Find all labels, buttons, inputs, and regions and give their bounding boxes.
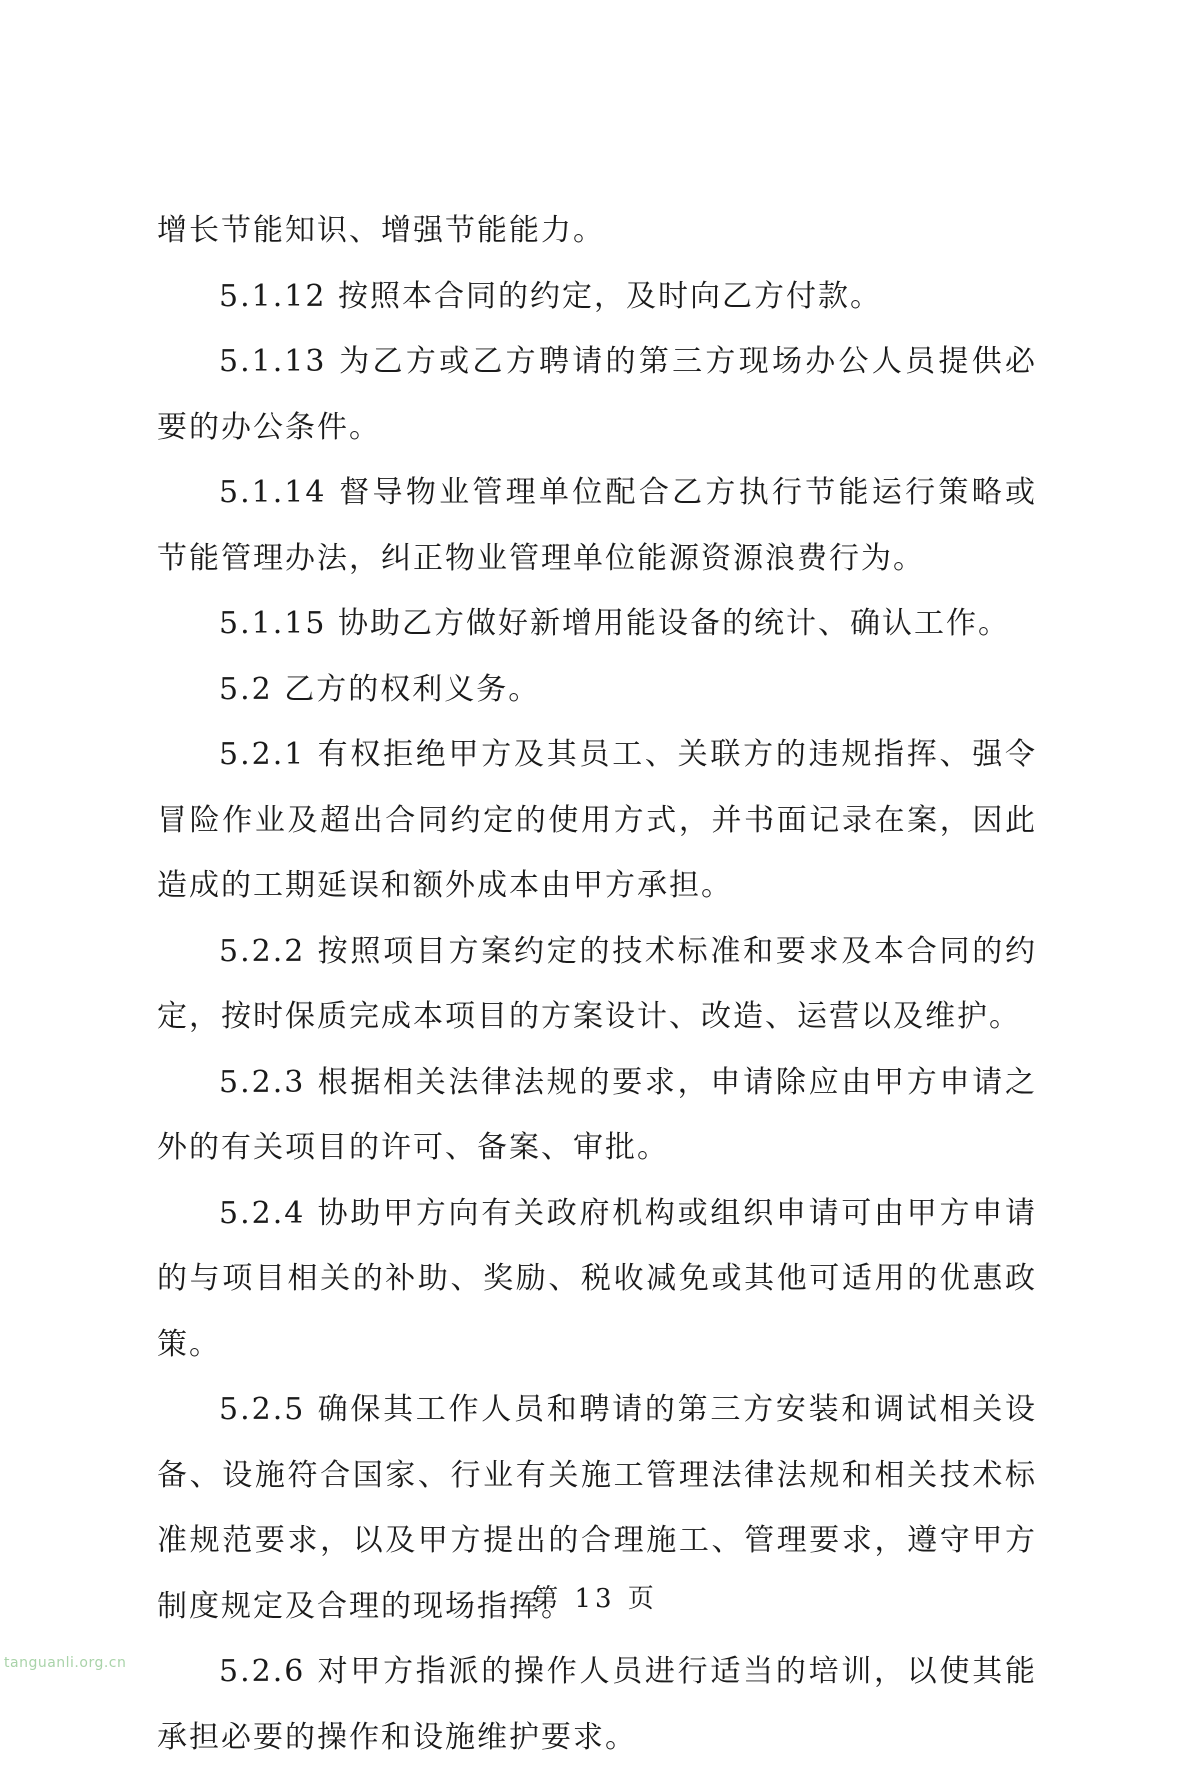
paragraph-5: 5.1.15 协助乙方做好新增用能设备的统计、确认工作。	[219, 606, 1010, 641]
paragraph-2: 5.1.12 按照本合同的约定，及时向乙方付款。	[219, 278, 882, 314]
paragraph-9: 5.2.3 根据相关法律法规的要求，申请除应由甲方申请之外的有关项目的许可、备案、审批。	[157, 1064, 1037, 1165]
paragraph-12: 5.2.6 对甲方指派的操作人员进行适当的培训，以使其能承担必要的操作和设施维护要求。	[157, 1654, 1037, 1755]
page-number: 第 13 页	[532, 1584, 658, 1614]
paragraph-1: 增长节能知识、增强节能能力。	[157, 213, 605, 248]
paragraph-6: 5.2 乙方的权利义务。	[219, 671, 541, 707]
site-watermark: tanguanli.org.cn	[4, 1655, 127, 1671]
body-text	[157, 198, 1037, 1770]
paragraph-4: 5.1.14 督导物业管理单位配合乙方执行节能运行策略或节能管理办法，纠正物业管理单位能源资源浪费行为。	[157, 475, 1037, 576]
paragraph-3: 5.1.13 为乙方或乙方聘请的第三方现场办公人员提供必要的办公条件。	[157, 344, 1037, 445]
paragraph-10: 5.2.4 协助甲方向有关政府机构或组织申请可由甲方申请的与项目相关的补助、奖励、税收减免或其他可适用的优惠政策。	[157, 1195, 1037, 1362]
paragraph-11: 5.2.5 确保其工作人员和聘请的第三方安装和调试相关设备、设施符合国家、行业有关施工管理法律法规和相关技术标准规范要求，以及甲方提出的合理施工、管理要求，遵守甲方制度规定及合理的现场指挥。	[157, 1392, 1037, 1624]
paragraph-8: 5.2.2 按照项目方案约定的技术标准和要求及本合同的约定，按时保质完成本项目的方案设计、改造、运营以及维护。	[157, 933, 1037, 1034]
paragraph-7: 5.2.1 有权拒绝甲方及其员工、关联方的违规指挥、强令冒险作业及超出合同约定的使用方式，并书面记录在案，因此造成的工期延误和额外成本由甲方承担。	[157, 737, 1037, 903]
